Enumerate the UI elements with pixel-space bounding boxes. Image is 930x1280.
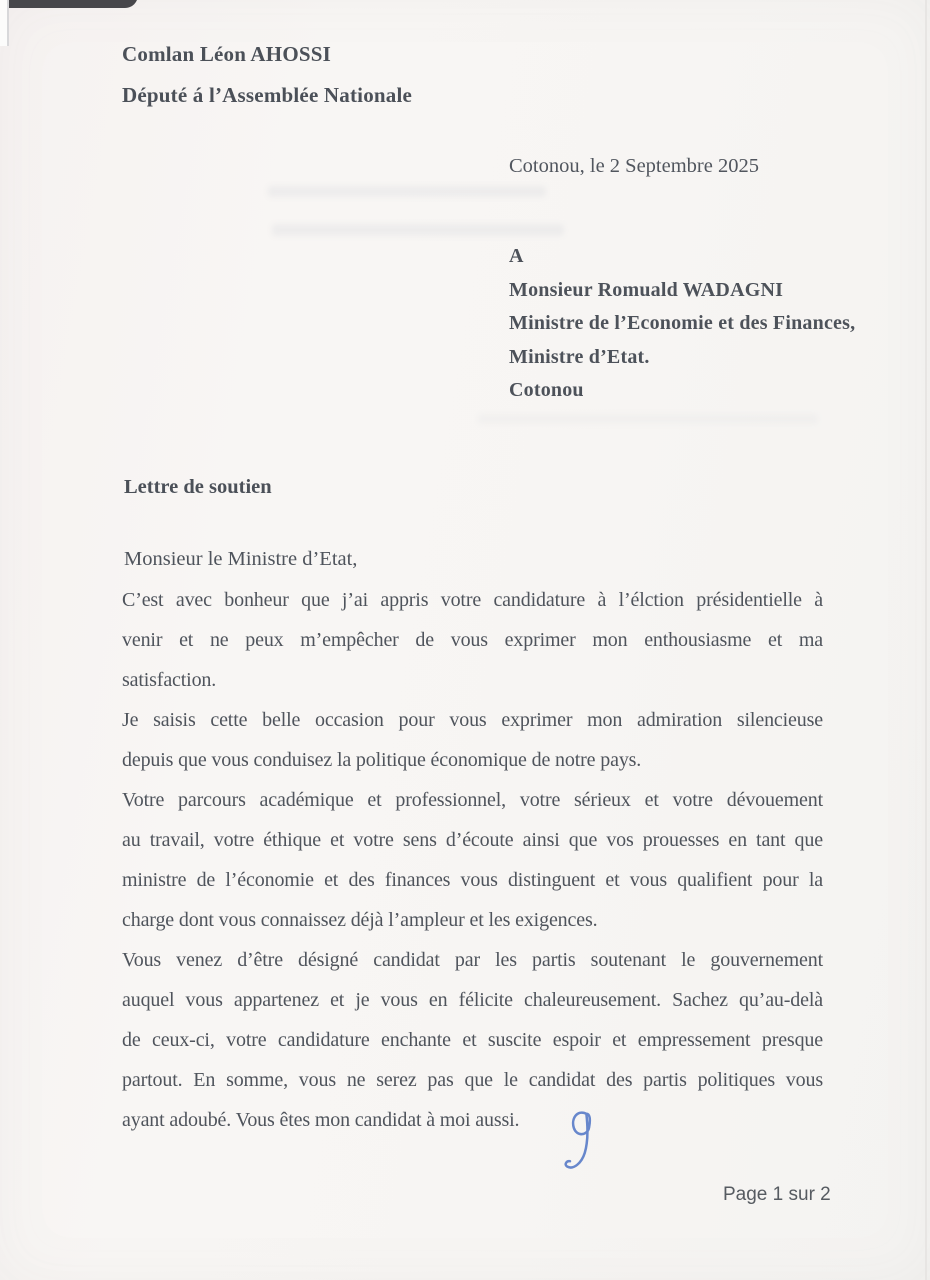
recipient-line: A — [509, 245, 524, 267]
body-line: satisfaction. — [122, 669, 217, 691]
body-line: depuis que vous conduisez la politique économique de notre pays. — [122, 749, 642, 771]
body-line: au travail, votre éthique et votre sens d’écoute ainsi que vos prouesses en tant que — [122, 829, 823, 851]
bleed-through-text — [268, 186, 546, 197]
body-line: ministre de l’économie et des finances vous distinguent et vous qualifient pour la — [122, 869, 823, 891]
body-line: partout. En somme, vous ne serez pas que le candidat des partis politiques vous — [122, 1069, 823, 1091]
scan-edge-line — [7, 0, 9, 46]
page-number: Page 1 sur 2 — [723, 1184, 831, 1205]
body-line: Vous venez d’être désigné candidat par les partis soutenant le gouvernement — [122, 949, 823, 971]
dateline: Cotonou, le 2 Septembre 2025 — [509, 155, 759, 177]
subject-line: Lettre de soutien — [124, 476, 272, 498]
body-line: Je saisis cette belle occasion pour vous exprimer mon admiration silencieuse — [122, 709, 823, 731]
paragraph-4 — [122, 940, 823, 1140]
bleed-through-text — [272, 224, 564, 236]
recipient-line: Cotonou — [509, 379, 584, 402]
body-line: ayant adoubé. Vous êtes mon candidat à moi aussi. — [122, 1109, 520, 1131]
sender-title: Député á l’Assemblée Nationale — [122, 83, 413, 107]
recipient-block — [509, 240, 855, 408]
body-line: C’est avec bonheur que j’ai appris votre candidature à l’élction présidentielle à — [122, 589, 823, 611]
body-line: venir et ne peux m’empêcher de vous exprimer mon enthousiasme et ma — [122, 629, 823, 651]
body-line: de ceux-ci, votre candidature enchante et suscite espoir et empressement presque — [122, 1029, 823, 1051]
recipient-line: Ministre d’Etat. — [509, 345, 650, 368]
sender-block — [122, 34, 412, 116]
body-line: auquel vous appartenez et je vous en félicite chaleureusement. Sachez qu’au-delà — [122, 989, 823, 1011]
scan-corner-artifact — [8, 0, 138, 8]
sender-name: Comlan Léon AHOSSI — [122, 42, 331, 66]
paragraph-2 — [122, 700, 823, 780]
body-line: charge dont vous connaissez déjà l’ampleur et les exigences. — [122, 909, 598, 931]
recipient-line: Monsieur Romuald WADAGNI — [509, 278, 784, 301]
paragraph-3 — [122, 780, 823, 940]
paragraph-1 — [122, 580, 823, 700]
page-left-edge — [0, 0, 7, 46]
bleed-through-text — [478, 414, 818, 424]
recipient-line: Ministre de l’Economie et des Finances, — [509, 312, 856, 335]
scan-right-edge — [925, 0, 927, 1280]
body-line: Votre parcours académique et professionnel, votre sérieux et votre dévouement — [122, 789, 823, 811]
signature-ink-mark-icon — [558, 1106, 606, 1176]
salutation: Monsieur le Ministre d’Etat, — [124, 548, 358, 570]
